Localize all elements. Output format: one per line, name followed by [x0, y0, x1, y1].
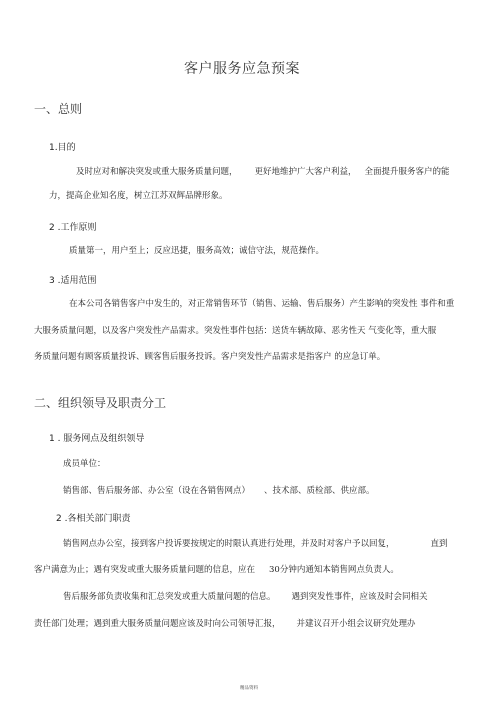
- text-run: 直到: [430, 539, 448, 549]
- section-label: .工作原则: [57, 223, 97, 233]
- page-footer: 精品资料: [240, 686, 258, 691]
- text-run: 售后服务部负责收集和汇总突发或重大质量问题的信息。: [63, 592, 276, 602]
- section-1-heading: 一、总则: [34, 102, 83, 116]
- paragraph-line: [63, 592, 428, 603]
- text-run: 销售部、售后服务部、办公室（设在各销售网点）: [63, 486, 251, 496]
- paragraph-line: 大服务质量问题，以及客户突发性产品需求。突发性事件包括：送货车辆故障、恶劣性天 气变化等，重大服: [34, 326, 437, 336]
- paragraph-line: [63, 486, 375, 497]
- text-run: 责任部门处理；遇到重大服务质量问题应该及时向公司领导汇报，: [34, 619, 281, 629]
- paragraph-line: 力，提高企业知名度，树立江苏双辉品牌形象。: [49, 191, 228, 201]
- section-1-2-heading: [49, 222, 96, 234]
- text-run: 遇到突发性事件，应该及时会同相关: [291, 592, 428, 602]
- section-2-2-heading: [56, 513, 130, 525]
- section-number: 1: [49, 434, 55, 444]
- section-1-1-heading: [49, 142, 76, 154]
- text-run: 及时应对和解决突发或重大服务质量问题，: [76, 167, 238, 177]
- section-number: 3: [49, 276, 55, 286]
- text-run: 客户满意为止；遇有突发或重大服务质量问题的信息，应在: [34, 565, 256, 575]
- paragraph-line: 务质量问题有顾客质量投诉、顾客售后服务投诉。客户突发性产品需求是指客户 的应急订单。: [34, 352, 386, 362]
- section-label: .目的: [54, 143, 76, 153]
- paragraph-line: [34, 619, 416, 630]
- text-run: 、技术部、质检部、供应部。: [264, 486, 375, 496]
- paragraph-line: [76, 167, 450, 178]
- section-1-3-heading: [49, 275, 96, 287]
- paragraph-line: 质量第一，用户至上；反应迅捷，服务高效；诚信守法，规范操作。: [69, 246, 325, 256]
- section-label: .适用范围: [57, 276, 97, 286]
- section-label: .各相关部门职责: [64, 514, 131, 524]
- section-number: 1: [49, 143, 55, 153]
- paragraph-line: [34, 565, 399, 576]
- section-label: . 服务网点及组织领导: [57, 434, 145, 444]
- paragraph-line: [63, 539, 448, 550]
- text-run: 30分钟内通知本销售网点负责人。: [269, 565, 399, 575]
- text-run: 更好地维护广大客户利益，: [254, 167, 357, 177]
- text-run: 销售网点办公室，接到客户投诉要按规定的时限认真进行处理，并及时对客户予以回复，: [63, 539, 395, 549]
- paragraph-line: 成员单位：: [63, 459, 106, 469]
- text-run: 全面提升服务客户的能: [364, 167, 450, 177]
- section-number: 2: [49, 223, 55, 233]
- section-2-1-heading: [49, 433, 144, 445]
- section-2-heading: 二、组织领导及职责分工: [34, 396, 167, 410]
- section-number: 2: [56, 514, 62, 524]
- paragraph-line: 在本公司各销售客户中发生的，对正常销售环节（销售、运输、售后服务）产生影响的突发性 事件和重: [69, 299, 455, 309]
- text-run: 并建议召开小组会议研究处理办: [296, 619, 416, 629]
- document-title: 客户服务应急预案: [184, 61, 300, 77]
